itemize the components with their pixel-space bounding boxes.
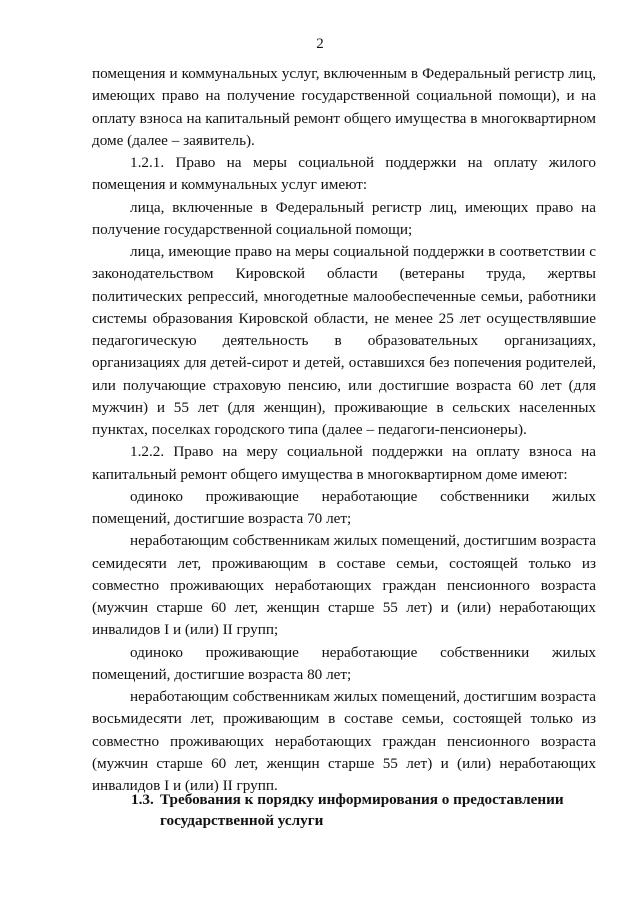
paragraph-intro-continued: помещения и коммунальных услуг, включенным в Федеральный регистр лиц, имеющих право на получение государственной социальной помощи), и на оплату взноса на капитальный ремонт общего имущества в многоквартирном доме (далее – заявитель). [92, 65, 596, 149]
page-number: 2 [316, 36, 324, 52]
paragraph-1-2-2: 1.2.2. Право на меру социальной поддержки на оплату взноса на капитальный ремонт общего имущества в многоквартирном доме имеют: [92, 443, 596, 483]
paragraph-family-80: неработающим собственникам жилых помещений, достигшим возраста восьмидесяти лет, проживающим в составе семьи, состоящей только из совместно проживающих неработающих граждан пенсионного возраста (мужчин старше 60 лет, женщин старше 55 лет) и (или) неработающих инвалидов I и (или) II групп. [92, 688, 596, 794]
paragraph-family-70: неработающим собственникам жилых помещений, достигшим возраста семидесяти лет, проживающим в составе семьи, состоящей только из совместно проживающих неработающих граждан пенсионного возраста (мужчин старше 60 лет, женщин старше 55 лет) и (или) неработающих инвалидов I и (или) II групп; [92, 532, 596, 639]
paragraph-alone-80: одиноко проживающие неработающие собственники жилых помещений, достигшие возраста 80 лет; [92, 643, 596, 683]
section-heading-line2: государственной услуги [160, 812, 324, 829]
section-heading-number: 1.3. [131, 791, 154, 808]
paragraph-federal-register: лица, включенные в Федеральный регистр лиц, имеющих право на получение государственной социальной помощи; [92, 198, 596, 238]
section-heading [131, 789, 599, 831]
document-body [92, 63, 596, 797]
paragraph-alone-70: одиноко проживающие неработающие собственники жилых помещений, достигшие возраста 70 лет; [92, 487, 596, 527]
paragraph-1-2-1: 1.2.1. Право на меры социальной поддержки на оплату жилого помещения и коммунальных услуг имеют: [92, 154, 596, 194]
paragraph-kirov-law: лица, имеющие право на меры социальной поддержки в соответствии с законодательством Кировской области (ветераны труда, жертвы политических репрессий, многодетные малообеспеченные семьи, работники системы образования Кировской области, не менее 25 лет осуществлявшие педагогическую деятельность в образовательных организациях, организациях для детей-сирот и детей, оставшихся без попечения родителей, или получающие страховую пенсию, или достигшие возраста 60 лет (для мужчин) и 55 лет (для женщин), проживающие в сельских населенных пунктах, поселках городского типа (далее – педагоги-пенсионеры). [92, 243, 596, 438]
section-heading-line1: Требования к порядку информирования о предоставлении [160, 791, 564, 808]
